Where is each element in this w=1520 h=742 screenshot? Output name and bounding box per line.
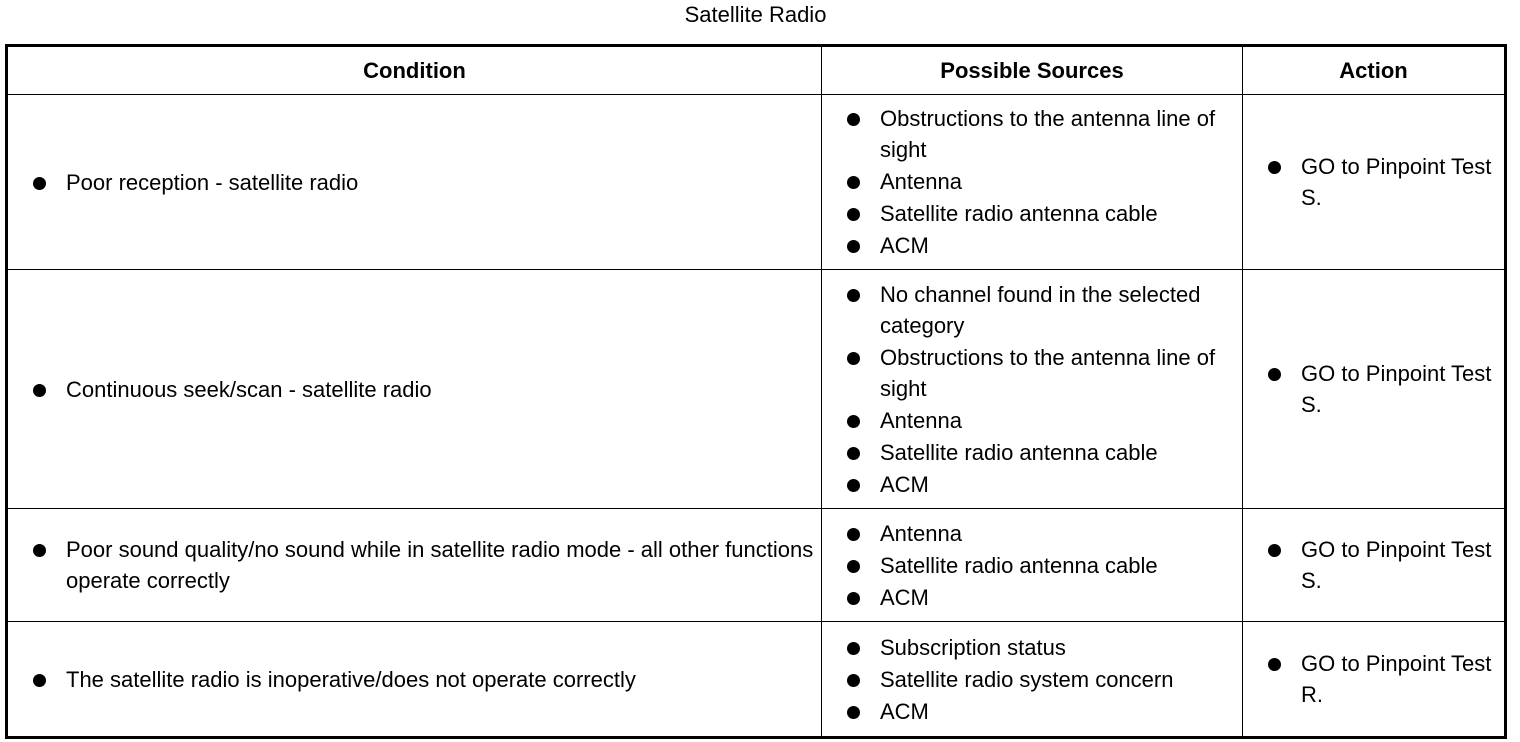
sources-cell bbox=[822, 622, 1243, 738]
source-item: Obstructions to the antenna line of sight bbox=[822, 342, 1242, 404]
action-text: GO to Pinpoint Test R. bbox=[1243, 648, 1504, 710]
header-action: Action bbox=[1243, 46, 1506, 95]
condition-cell bbox=[7, 95, 822, 270]
sources-cell bbox=[822, 270, 1243, 509]
header-possible-sources: Possible Sources bbox=[822, 46, 1243, 95]
action-cell bbox=[1243, 509, 1506, 622]
table-row bbox=[7, 95, 1506, 270]
source-item: ACM bbox=[822, 230, 1242, 261]
source-item: ACM bbox=[822, 582, 1242, 613]
condition-cell bbox=[7, 622, 822, 738]
header-condition: Condition bbox=[7, 46, 822, 95]
source-item: ACM bbox=[822, 696, 1242, 727]
source-item: Satellite radio antenna cable bbox=[822, 437, 1242, 468]
condition-text: Poor sound quality/no sound while in satellite radio mode - all other functions operate correctly bbox=[8, 534, 821, 596]
condition-text: Continuous seek/scan - satellite radio bbox=[8, 374, 821, 405]
source-item: No channel found in the selected category bbox=[822, 279, 1242, 341]
action-text: GO to Pinpoint Test S. bbox=[1243, 358, 1504, 420]
source-item: Satellite radio antenna cable bbox=[822, 550, 1242, 581]
sources-cell bbox=[822, 509, 1243, 622]
table-row bbox=[7, 270, 1506, 509]
action-text: GO to Pinpoint Test S. bbox=[1243, 151, 1504, 213]
condition-text: The satellite radio is inoperative/does not operate correctly bbox=[8, 664, 821, 695]
action-cell bbox=[1243, 622, 1506, 738]
source-item: ACM bbox=[822, 469, 1242, 500]
source-item: Antenna bbox=[822, 518, 1242, 549]
action-text: GO to Pinpoint Test S. bbox=[1243, 534, 1504, 596]
diagnostic-table bbox=[5, 44, 1507, 739]
sources-cell bbox=[822, 95, 1243, 270]
source-item: Subscription status bbox=[822, 632, 1242, 663]
action-cell bbox=[1243, 95, 1506, 270]
source-item: Obstructions to the antenna line of sight bbox=[822, 103, 1242, 165]
condition-cell bbox=[7, 509, 822, 622]
source-item: Antenna bbox=[822, 166, 1242, 197]
table-row bbox=[7, 509, 1506, 622]
source-item: Satellite radio antenna cable bbox=[822, 198, 1242, 229]
action-cell bbox=[1243, 270, 1506, 509]
condition-text: Poor reception - satellite radio bbox=[8, 167, 821, 198]
page-title: Satellite Radio bbox=[684, 2, 827, 27]
source-item: Satellite radio system concern bbox=[822, 664, 1242, 695]
header-row bbox=[7, 46, 1506, 95]
table-row bbox=[7, 622, 1506, 738]
condition-cell bbox=[7, 270, 822, 509]
source-item: Antenna bbox=[822, 405, 1242, 436]
